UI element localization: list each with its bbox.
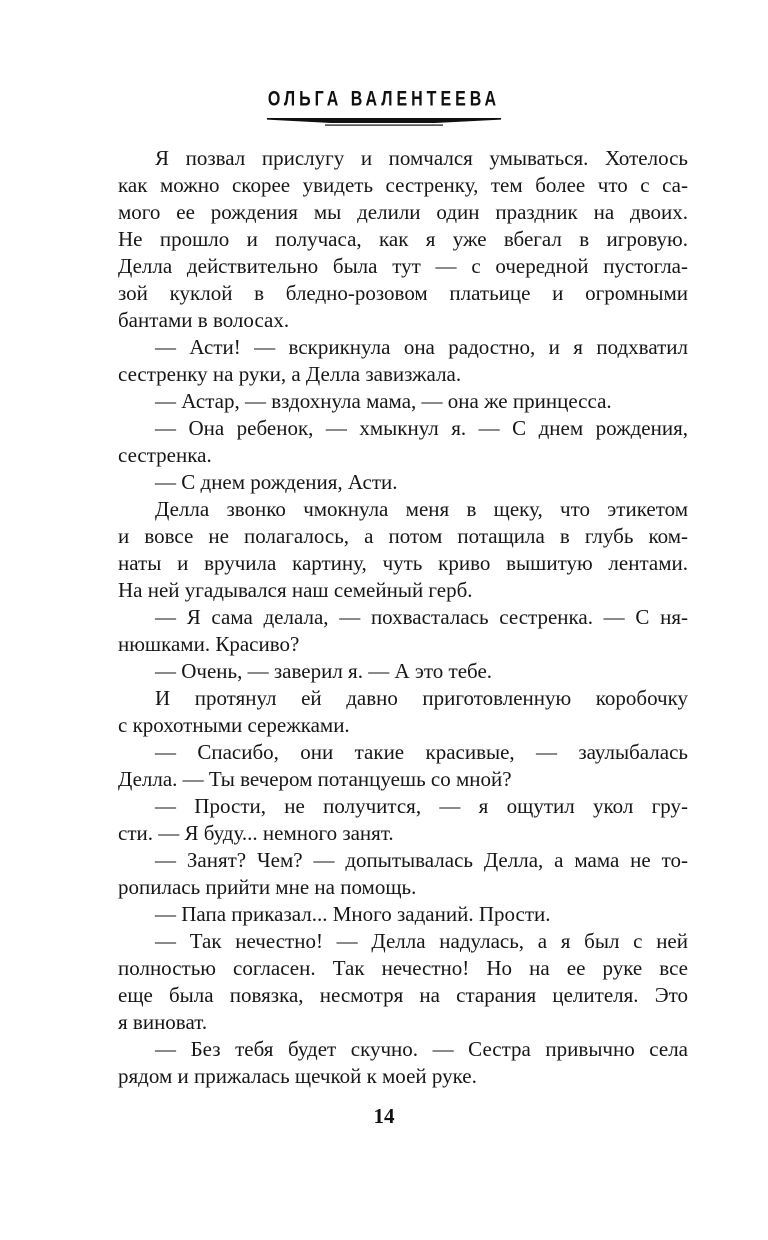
paragraph xyxy=(118,847,688,901)
paragraph xyxy=(118,685,688,739)
text-line: Не прошло и получаса, как я уже вбегал в игровую. xyxy=(118,227,688,251)
header-ornament xyxy=(0,115,768,127)
text-line: Делла звонко чмокнула меня в щеку, что этикетом xyxy=(155,497,688,521)
text-line: — Она ребенок, — хмыкнул я. — С днем рождения, xyxy=(155,416,688,440)
page-number: 14 xyxy=(373,1104,395,1128)
paragraph xyxy=(118,388,688,415)
text-line: наты и вручила картину, чуть криво вышитую лентами. xyxy=(118,551,688,575)
author-name: ОЛЬГА ВАЛЕНТЕЕВА xyxy=(267,88,501,111)
text-line: — С днем рождения, Асти. xyxy=(155,470,398,494)
paragraph xyxy=(118,415,688,469)
text-line: нюшками. Красиво? xyxy=(118,632,300,656)
page-footer xyxy=(0,1104,768,1129)
text-line: сестренку на руки, а Делла завизжала. xyxy=(118,362,462,386)
text-line: — Прости, не получится, — я ощутил укол гру- xyxy=(155,794,688,818)
text-line: зой куклой в бледно-розовом платьице и огромными xyxy=(118,281,688,305)
text-line: На ней угадывался наш семейный герб. xyxy=(118,578,473,602)
text-line: мого ее рождения мы делили один праздник на двоих. xyxy=(118,200,688,224)
paragraph xyxy=(118,496,688,604)
text-line: рядом и прижалась щечкой к моей руке. xyxy=(118,1064,477,1088)
text-line: Я позвал прислугу и помчался умываться. Хотелось xyxy=(155,146,688,170)
text-line: — Спасибо, они такие красивые, — заулыбалась xyxy=(155,740,688,764)
paragraph xyxy=(118,604,688,658)
text-line: и вовсе не полагалось, а потом потащила в глубь ком- xyxy=(118,524,688,548)
paragraph xyxy=(118,1036,688,1090)
paragraph xyxy=(118,469,688,496)
text-line: с крохотными сережками. xyxy=(118,713,350,737)
text-line: — Занят? Чем? — допытывалась Делла, а мама не то- xyxy=(155,848,688,872)
text-line: сти. — Я буду... немного занят. xyxy=(118,821,394,845)
paragraph xyxy=(118,658,688,685)
body-text xyxy=(118,145,688,1090)
paragraph xyxy=(118,334,688,388)
text-line: — Папа приказал... Много заданий. Прости. xyxy=(155,902,551,926)
text-line: полностью согласен. Так нечестно! Но на ее руке все xyxy=(118,956,688,980)
text-line: И протянул ей давно приготовленную коробочку xyxy=(155,686,688,710)
paragraph xyxy=(118,901,688,928)
text-line: — Асти! — вскрикнула она радостно, и я подхватил xyxy=(155,335,688,359)
page-header xyxy=(0,88,768,127)
text-line: — Так нечестно! — Делла надулась, а я был с ней xyxy=(155,929,688,953)
text-line: я виноват. xyxy=(118,1010,208,1034)
text-line: еще была повязка, несмотря на старания целителя. Это xyxy=(118,983,688,1007)
text-line: Делла действительно была тут — с очередной пустогла- xyxy=(118,254,688,278)
text-line: — Я сама делала, — похвасталась сестренка. — С ня- xyxy=(155,605,688,629)
text-line: ропилась прийти мне на помощь. xyxy=(118,875,417,899)
text-line: — Без тебя будет скучно. — Сестра привычно села xyxy=(155,1037,688,1061)
text-line: бантами в волосах. xyxy=(118,308,290,332)
text-line: как можно скорее увидеть сестренку, тем более что с са- xyxy=(118,173,688,197)
text-line: — Очень, — заверил я. — А это тебе. xyxy=(155,659,493,683)
tapered-rule-icon xyxy=(267,115,501,127)
text-line: Делла. — Ты вечером потанцуешь со мной? xyxy=(118,767,512,791)
paragraph xyxy=(118,145,688,334)
paragraph xyxy=(118,739,688,793)
text-line: сестренка. xyxy=(118,443,212,467)
paragraph xyxy=(118,928,688,1036)
text-line: — Астар, — вздохнула мама, — она же принцесса. xyxy=(155,389,612,413)
paragraph xyxy=(118,793,688,847)
